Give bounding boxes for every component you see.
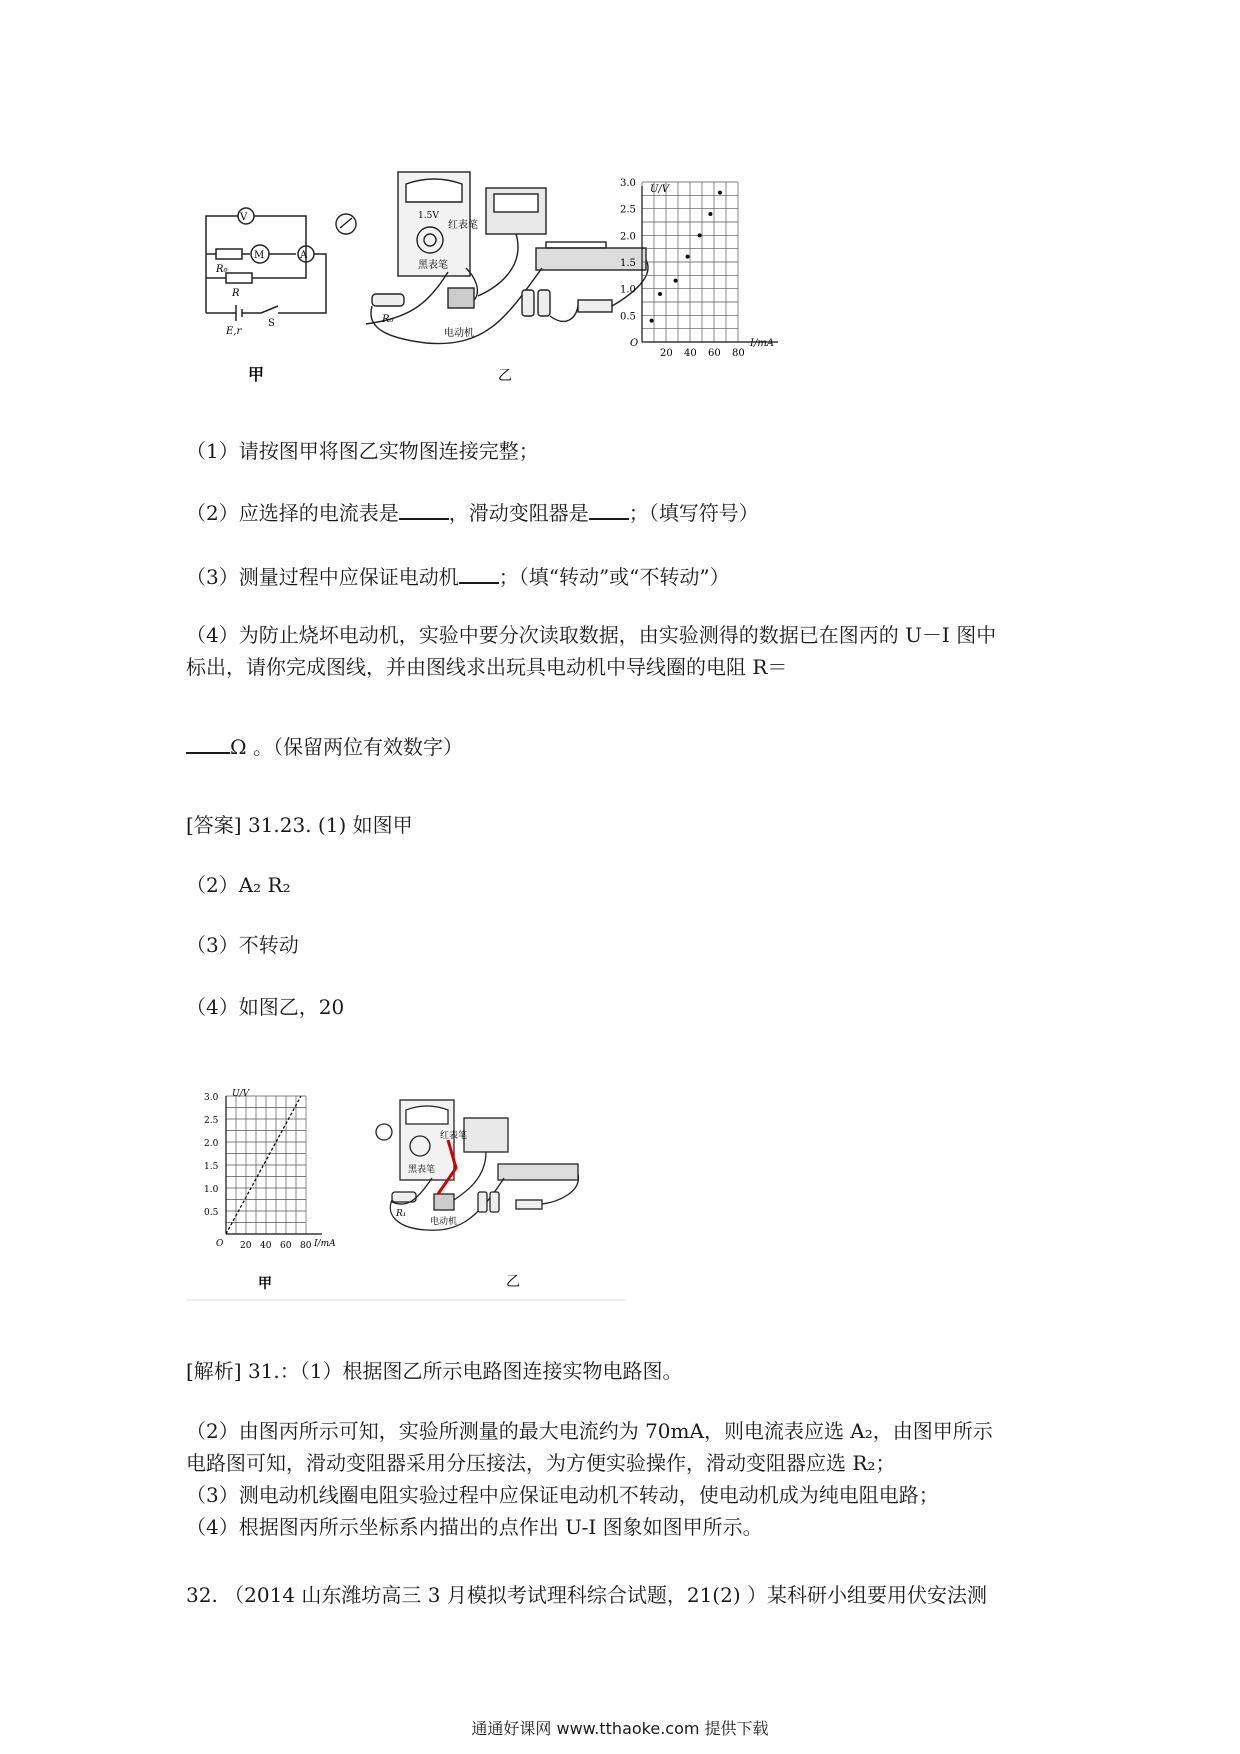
graph-bottom-y-label: U/V <box>232 1089 250 1099</box>
figure-bottom-label-jia: 甲 <box>258 1276 272 1292</box>
analysis-3: （3）测电动机线圈电阻实验过程中应保证电动机不转动，使电动机成为纯电阻电路； <box>186 1483 939 1507</box>
data-point <box>686 255 690 259</box>
device-bottom-red-probe: 红表笔 <box>440 1131 468 1141</box>
circuit-label-s: S <box>268 318 275 329</box>
answer-blank-resistance <box>186 730 230 754</box>
device-bottom-r1: R₁ <box>396 1209 407 1219</box>
y-tick-label: 3.0 <box>620 178 636 189</box>
device-bottom-black-probe: 黑表笔 <box>408 1165 436 1175</box>
device-red-probe: 红表笔 <box>448 220 478 231</box>
ui-graph-bottom <box>204 1089 336 1251</box>
y-tick-label: 1.5 <box>204 1162 219 1172</box>
question-2-part-a: （2）应选择的电流表是 <box>186 501 399 525</box>
answer-4: （4）如图乙，20 <box>186 995 345 1019</box>
circuit-label-r: R <box>232 288 240 299</box>
question-3-part-a: （3）测量过程中应保证电动机 <box>186 565 459 589</box>
device-motor: 电动机 <box>444 328 474 339</box>
x-tick-label: 80 <box>300 1241 312 1251</box>
device-black-probe: 黑表笔 <box>418 260 448 271</box>
x-tick-label: 20 <box>660 348 673 359</box>
circuit-label-v: V <box>240 212 248 223</box>
figure-top-label-yi: 乙 <box>498 368 512 384</box>
answer-heading: [答案] 31.23. (1) 如图甲 <box>186 813 413 837</box>
x-tick-label: 40 <box>260 1241 272 1251</box>
graph-top-y-label: U/V <box>650 184 670 195</box>
graph-bottom-x-label: I/mA <box>314 1239 336 1249</box>
graph-bottom-origin: O <box>216 1239 224 1249</box>
y-tick-label: 0.5 <box>204 1208 219 1218</box>
graph-top-origin: O <box>630 338 639 349</box>
answer-blank-motor-state <box>459 560 499 584</box>
answer-2: （2）A₂ R₂ <box>186 873 291 897</box>
y-tick-label: 3.0 <box>204 1093 219 1103</box>
question-3 <box>186 560 730 592</box>
device-r0: R₀ <box>382 314 394 325</box>
answer-blank-ammeter <box>399 496 449 520</box>
circuit-label-m: M <box>254 250 265 261</box>
y-tick-label: 1.0 <box>620 284 636 296</box>
data-point <box>698 233 702 237</box>
figure-bottom <box>186 1082 626 1302</box>
circuit-label-er: E,r <box>226 326 242 337</box>
circuit-label-a: A <box>300 250 308 261</box>
device-bottom-motor: 电动机 <box>430 1217 458 1227</box>
figure-bottom-svg <box>186 1082 626 1302</box>
question-2 <box>186 496 759 528</box>
question-4-line-1: （4）为防止烧坏电动机，实验中要分次读取数据，由实验测得的数据已在图丙的 U－I 图中 <box>186 623 997 647</box>
x-tick-label: 60 <box>280 1241 292 1251</box>
device-dial-note: 1.5V <box>418 211 439 221</box>
analysis-1: [解析] 31.：（1）根据图乙所示电路图连接实物电路图。 <box>186 1359 683 1383</box>
answer-3: （3）不转动 <box>186 933 299 957</box>
y-tick-label: 2.5 <box>204 1116 219 1126</box>
y-tick-label: 2.5 <box>620 204 636 216</box>
data-point <box>718 191 722 195</box>
question-32: 32. （2014 山东潍坊高三 3 月模拟考试理科综合试题，21(2) ）某科研小组要用伏安法测 <box>186 1583 987 1607</box>
analysis-4: （4）根据图丙所示坐标系内描出的点作出 U-I 图象如图甲所示。 <box>186 1515 763 1539</box>
answer-blank-rheostat <box>589 496 629 520</box>
x-tick-label: 80 <box>732 348 745 359</box>
question-4-line-3 <box>186 730 463 762</box>
data-point <box>658 292 662 296</box>
page-footer: 通通好课网 www.tthaoke.com 提供下载 <box>471 1719 769 1738</box>
y-tick-label: 1.0 <box>204 1185 219 1195</box>
question-3-part-b: ；（填“转动”或“不转动”） <box>498 565 730 589</box>
y-tick-label: 0.5 <box>620 311 636 323</box>
y-tick-label: 2.0 <box>620 231 636 243</box>
figure-top-svg <box>186 168 886 393</box>
x-tick-label: 20 <box>240 1241 252 1251</box>
graph-top-x-label: I/mA <box>750 338 775 349</box>
analysis-2-line-1: （2）由图丙所示可知，实验所测量的最大电流约为 70mA，则电流表应选 A₂，由图甲所示 <box>186 1419 993 1443</box>
figure-top <box>186 168 886 393</box>
question-4-line-2: 标出，请你完成图线，并由图线求出玩具电动机中导线圈的电阻 R＝ <box>186 655 788 679</box>
figure-top-label-jia: 甲 <box>248 365 265 384</box>
figure-bottom-label-yi: 乙 <box>506 1274 520 1290</box>
question-1: （1）请按图甲将图乙实物图连接完整； <box>186 439 539 463</box>
data-point <box>674 279 678 283</box>
y-tick-label: 1.5 <box>620 258 636 269</box>
x-tick-label: 60 <box>708 348 721 359</box>
analysis-2-line-2: 电路图可知，滑动变阻器采用分压接法，为方便实验操作，滑动变阻器应选 R₂； <box>186 1451 896 1475</box>
circuit-label-r0: R₀ <box>216 264 228 275</box>
question-2-part-c: ；（填写符号） <box>628 501 759 525</box>
y-tick-label: 2.0 <box>204 1139 219 1149</box>
x-tick-label: 40 <box>684 348 697 359</box>
question-4-line-3-text: Ω 。（保留两位有效数字） <box>230 735 463 759</box>
data-point <box>650 319 654 323</box>
data-point <box>708 212 712 216</box>
question-2-part-b: ，滑动变阻器是 <box>448 501 589 525</box>
